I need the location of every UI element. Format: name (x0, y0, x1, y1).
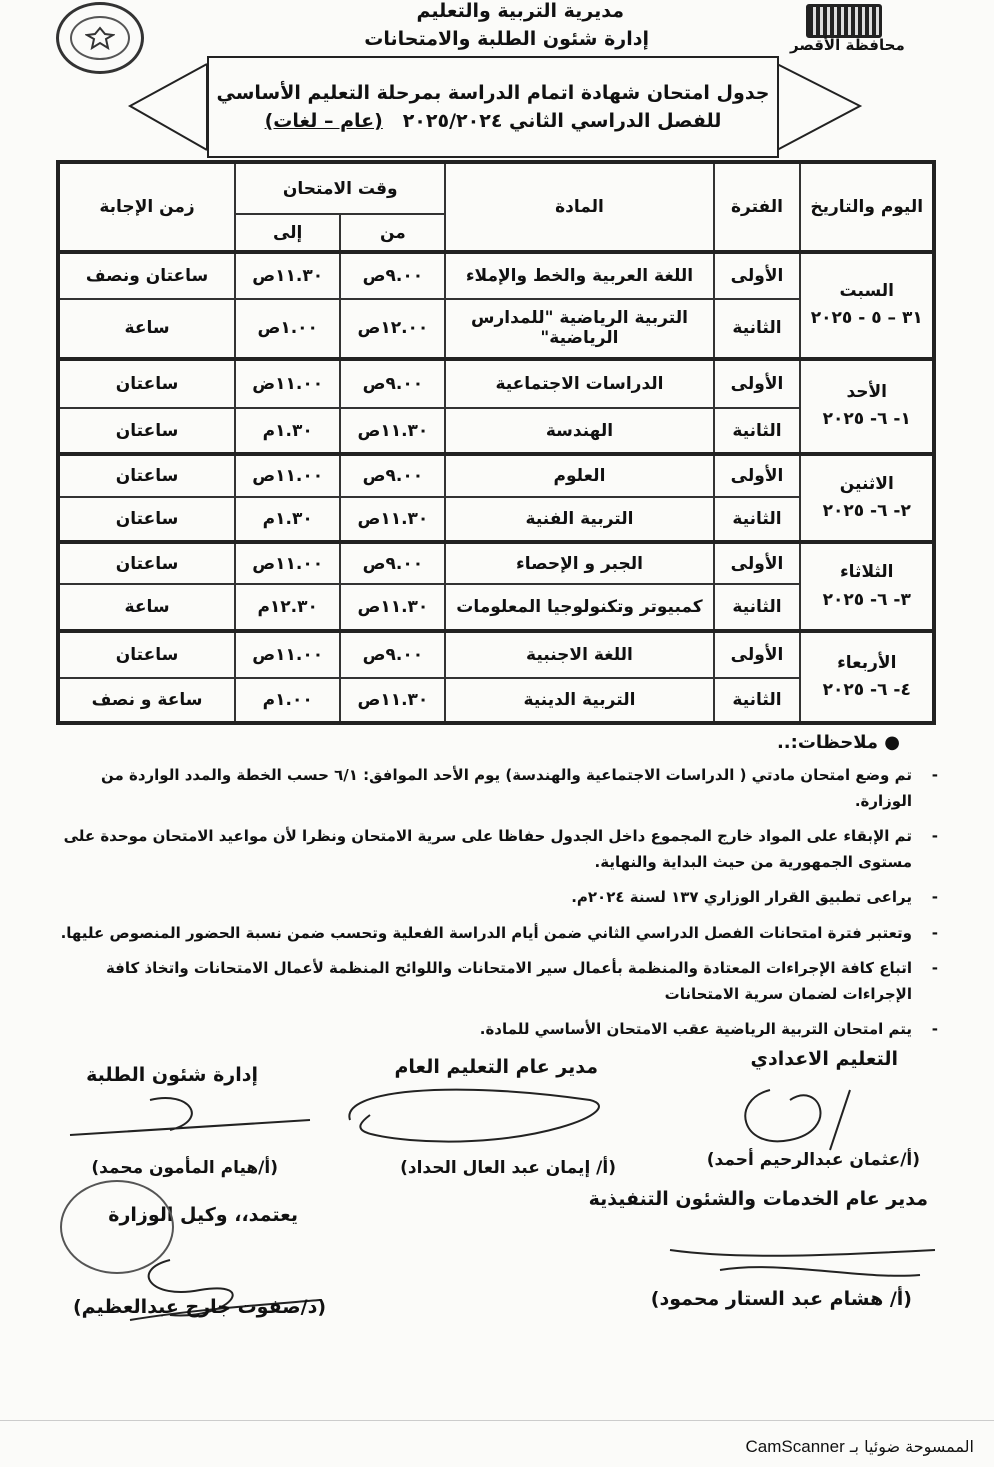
from-time-cell: ١١.٣٠ص (340, 678, 445, 723)
directorate-title: مديرية التربية والتعليم (416, 0, 624, 22)
duration-cell: ساعة (58, 299, 235, 359)
table-row (58, 631, 934, 678)
note-item: - تم وضع امتحان مادتي ( الدراسات الاجتماعية والهندسة) يوم الأحد الموافق: ٦/١ حسب الخطة والمدد الواردة من الوزارة. (40, 763, 940, 814)
to-time-cell: ١.٠٠م (235, 678, 340, 723)
banner-term: للفصل الدراسي الثاني ٢٠٢٥/٢٠٢٤ (402, 110, 722, 132)
period-cell: الأولى (714, 359, 801, 408)
from-time-cell: ٩.٠٠ص (340, 359, 445, 408)
from-time-cell: ٩.٠٠ص (340, 252, 445, 299)
period-cell: الثانية (714, 584, 801, 631)
from-time-cell: ١١.٣٠ص (340, 497, 445, 542)
day-date: ٤- ٦- ٢٠٢٥ (822, 680, 911, 701)
sig-approve-name: (د/صفوت جارح عبدالعظيم) (72, 1296, 326, 1318)
note-item: - تم الإبقاء على المواد خارج المجموع داخل الجدول حفاظا على سرية الامتحان ونظرا لأن مواعيد الامتحان موحدة على مستوى الجمهورية من حيث البداية والنهاية. (40, 824, 940, 875)
day-date-cell (800, 631, 934, 723)
sig-students-title: إدارة شئون الطلبة (86, 1064, 258, 1086)
table-row (58, 454, 934, 497)
from-time-cell: ٩.٠٠ص (340, 542, 445, 585)
duration-cell: ساعتان (58, 497, 235, 542)
schedule-title-banner (207, 56, 779, 158)
sig-general-name: (أ/ إيمان عبد العال الحداد) (400, 1158, 616, 1178)
duration-cell: ساعة و نصف (58, 678, 235, 723)
to-time-cell: ١.٣٠م (235, 497, 340, 542)
duration-cell: ساعتان (58, 454, 235, 497)
from-time-cell: ١١.٣٠ص (340, 408, 445, 455)
signature-approve-scribble (110, 1250, 330, 1330)
notes-title: ● ملاحظات:.. (776, 732, 900, 753)
duration-cell: ساعتان ونصف (58, 252, 235, 299)
signature-general-scribble (330, 1080, 630, 1160)
period-cell: الأولى (714, 631, 801, 678)
note-item: - اتباع كافة الإجراءات المعتادة والمنظمة بأعمال سير الامتحانات واللوائح المنظمة لأعمال الامتحانات واتخاذ كافة الإجراءات لضمان سرية الامتحانات (40, 956, 940, 1007)
subject-cell: اللغة العربية والخط والإملاء (445, 252, 713, 299)
note-item: - يراعى تطبيق القرار الوزاري ١٣٧ لسنة ٢٠٢٤م. (40, 885, 940, 911)
to-time-cell: ١.٣٠م (235, 408, 340, 455)
period-cell: الأولى (714, 542, 801, 585)
note-item: - وتعتبر فترة امتحانات الفصل الدراسي الثاني ضمن أيام الدراسة الفعلية وتحسب ضمن نسبة الحضور المنصوص عليها. (40, 921, 940, 947)
header-duration: زمن الإجابة (58, 162, 235, 252)
exam-schedule-table (56, 160, 936, 725)
signature-services-scribble (660, 1230, 940, 1290)
table-row (58, 542, 934, 585)
day-date-cell (800, 359, 934, 455)
sig-services-name: (أ/ هشام عبد الستار محمود) (650, 1288, 912, 1310)
to-time-cell: ١١.٠٠ص (235, 631, 340, 678)
table-row (58, 252, 934, 299)
day-name: السبت (839, 281, 894, 302)
header-exam-time: وقت الامتحان (235, 162, 445, 214)
camscanner-text: CamScanner (745, 1437, 845, 1456)
from-time-cell: ١٢.٠٠ص (340, 299, 445, 359)
banner-subtitle (265, 110, 722, 132)
sig-general-title: مدير عام التعليم العام (394, 1056, 598, 1078)
note-item: - يتم امتحان التربية الرياضية عقب الامتحان الأساسي للمادة. (40, 1017, 940, 1043)
header-to: إلى (235, 214, 340, 252)
subject-cell: العلوم (445, 454, 713, 497)
header-from: من (340, 214, 445, 252)
day-date-cell (800, 252, 934, 359)
sig-prep-name: (أ/عثمان عبدالرحيم أحمد) (706, 1150, 920, 1170)
header-day-date: اليوم والتاريخ (800, 162, 934, 252)
scanned-with-text: الممسوحة ضوئيا بـ (849, 1437, 974, 1456)
day-date: ٣- ٦- ٢٠٢٥ (822, 589, 911, 610)
from-time-cell: ٩.٠٠ص (340, 454, 445, 497)
period-cell: الثانية (714, 497, 801, 542)
period-cell: الأولى (714, 252, 801, 299)
notes-title-text: ملاحظات:.. (776, 732, 879, 753)
day-date: ١- ٦- ٢٠٢٥ (822, 409, 911, 430)
day-date-cell (800, 542, 934, 631)
subject-cell: الجبر و الإحصاء (445, 542, 713, 585)
subject-cell: الهندسة (445, 408, 713, 455)
to-time-cell: ١١.٣٠ص (235, 252, 340, 299)
subject-cell: التربية الرياضية "للمدارس الرياضية" (445, 299, 713, 359)
scanner-watermark (746, 1437, 974, 1457)
to-time-cell: ١.٠٠ص (235, 299, 340, 359)
duration-cell: ساعتان (58, 542, 235, 585)
to-time-cell: ١٢.٣٠م (235, 584, 340, 631)
duration-cell: ساعتان (58, 631, 235, 678)
to-time-cell: ١١.٠٠ص (235, 454, 340, 497)
governorate-logo (806, 4, 882, 38)
sig-prep-title: التعليم الاعدادي (750, 1048, 898, 1070)
department-title: إدارة شئون الطلبة والامتحانات (364, 28, 649, 50)
signature-prep-scribble (730, 1070, 890, 1160)
to-time-cell: ١١.٠٠ض (235, 359, 340, 408)
day-name: الثلاثاء (839, 562, 894, 583)
notes-section (40, 732, 940, 1043)
duration-cell: ساعة (58, 584, 235, 631)
day-date-cell (800, 454, 934, 541)
subject-cell: التربية الدينية (445, 678, 713, 723)
table-row (58, 359, 934, 408)
sig-students-name: (أ/هيام المأمون محمد) (91, 1158, 278, 1178)
duration-cell: ساعتان (58, 408, 235, 455)
sig-services-title: مدير عام الخدمات والشئون التنفيذية (588, 1188, 928, 1210)
to-time-cell: ١١.٠٠ص (235, 542, 340, 585)
period-cell: الثانية (714, 408, 801, 455)
sig-approve-title: يعتمد،، وكيل الوزارة (108, 1204, 298, 1226)
signature-students-scribble (60, 1080, 320, 1150)
header-subject: المادة (445, 162, 713, 252)
from-time-cell: ٩.٠٠ص (340, 631, 445, 678)
day-name: الأحد (846, 382, 888, 403)
period-cell: الأولى (714, 454, 801, 497)
from-time-cell: ١١.٣٠ص (340, 584, 445, 631)
header-period: الفترة (714, 162, 801, 252)
day-date: ٣١ – ٥ - ٢٠٢٥ (810, 308, 923, 329)
duration-cell: ساعتان (58, 359, 235, 408)
subject-cell: كمبيوتر وتكنولوجيا المعلومات (445, 584, 713, 631)
subject-cell: اللغة الاجنبية (445, 631, 713, 678)
period-cell: الثانية (714, 678, 801, 723)
governorate-name: محافظة الأقصر (790, 36, 905, 54)
day-name: الاثنين (839, 473, 894, 494)
day-name: الأربعاء (837, 652, 897, 673)
day-date: ٢- ٦- ٢٠٢٥ (822, 501, 911, 522)
subject-cell: التربية الفنية (445, 497, 713, 542)
period-cell: الثانية (714, 299, 801, 359)
banner-title: جدول امتحان شهادة اتمام الدراسة بمرحلة التعليم الأساسي (216, 82, 770, 104)
banner-type: (عام – لغات) (264, 110, 383, 132)
footer-divider (0, 1420, 994, 1421)
subject-cell: الدراسات الاجتماعية (445, 359, 713, 408)
